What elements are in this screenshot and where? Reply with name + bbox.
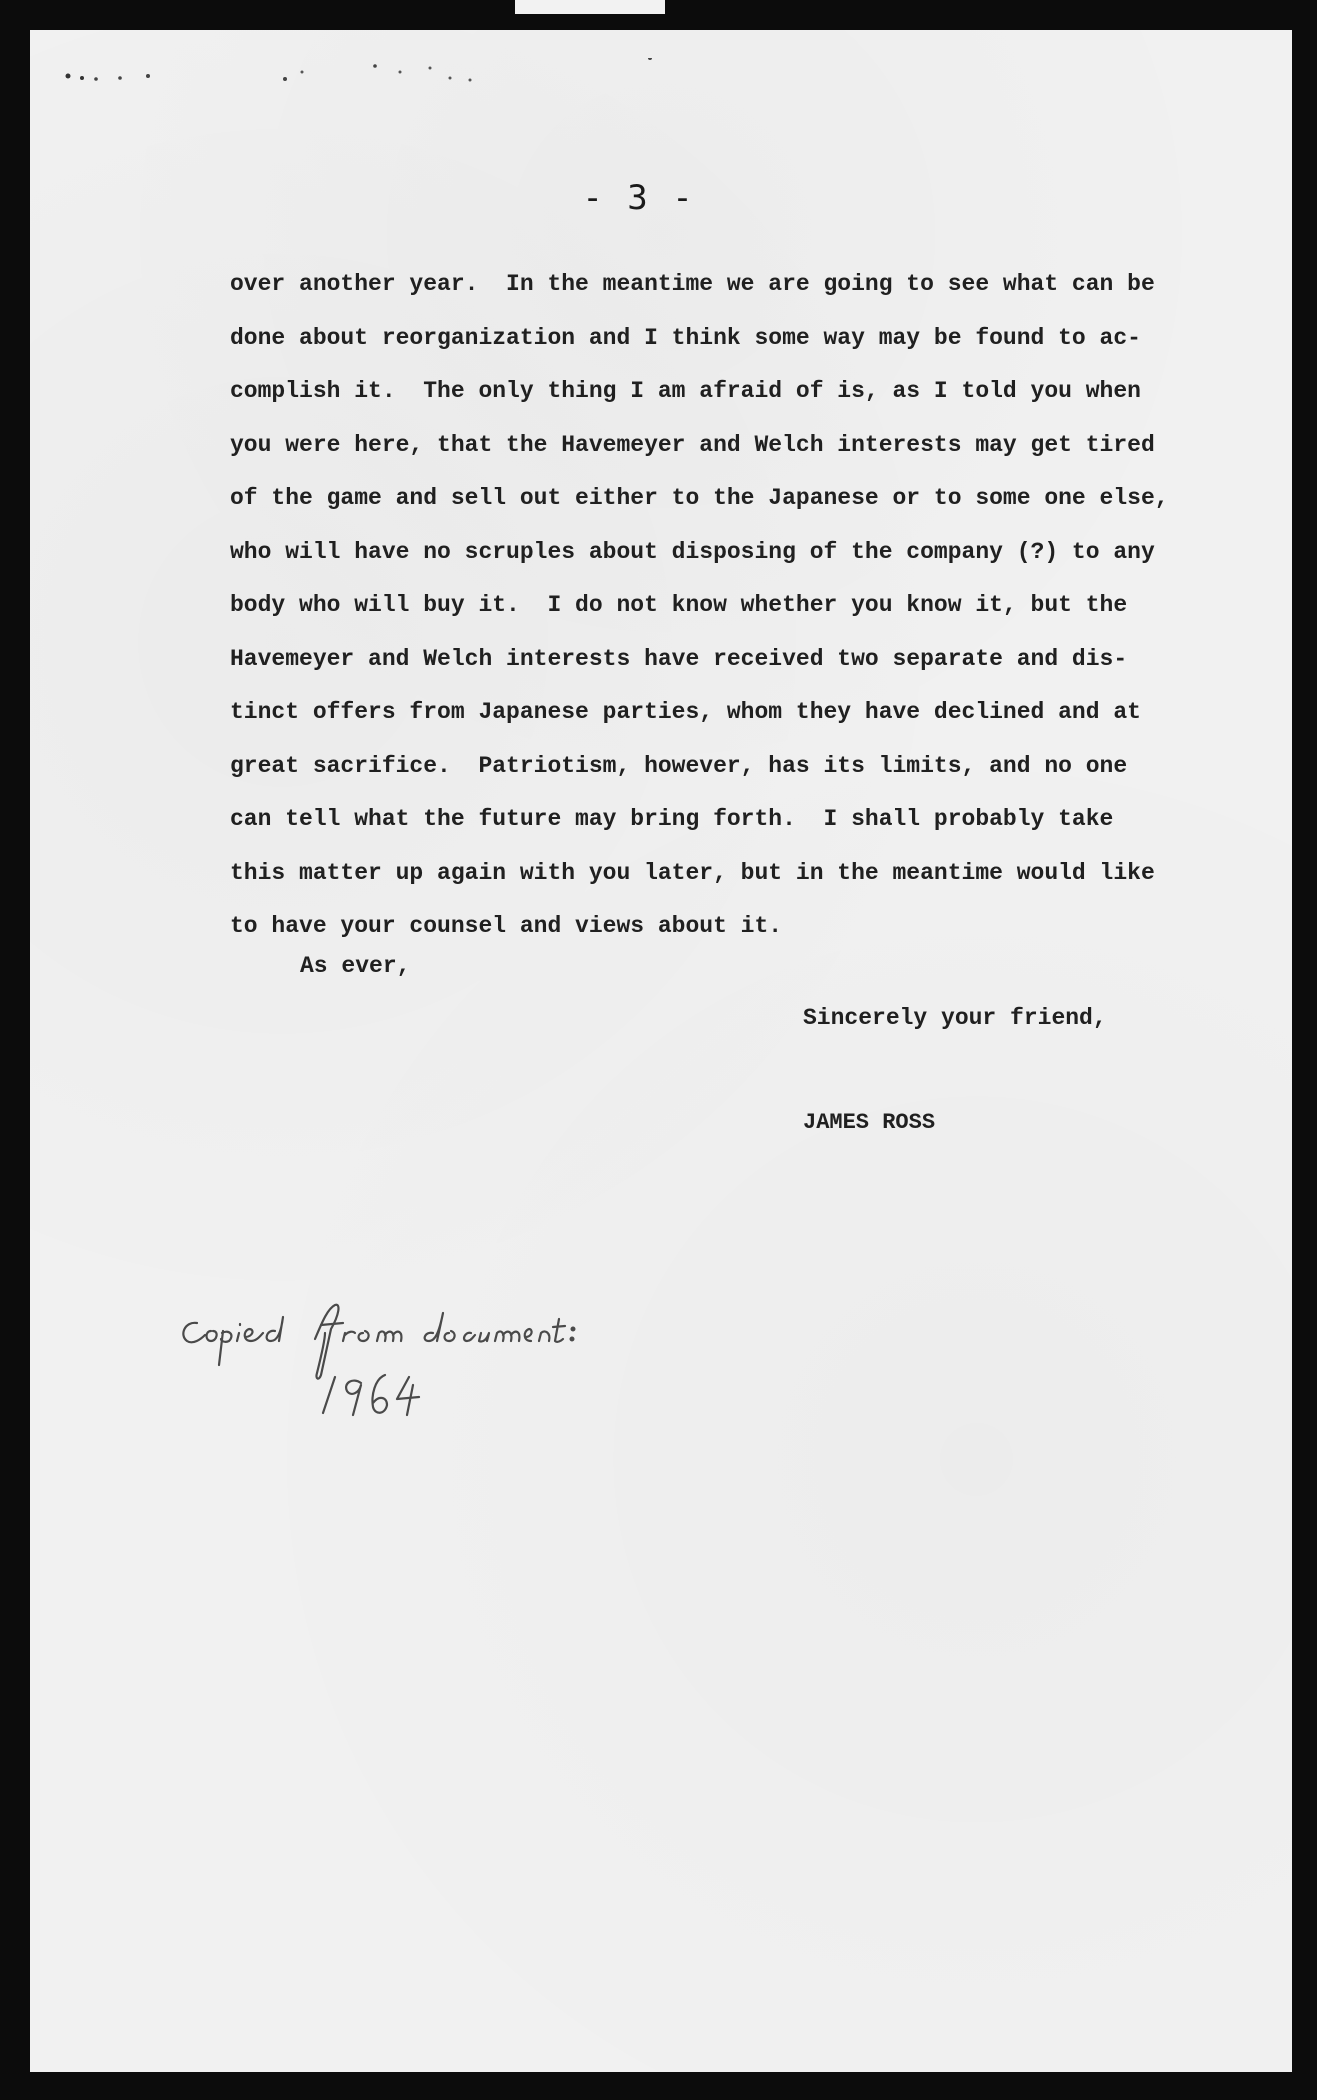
- body-line: of the game and sell out either to the Japanese or to some one else,: [230, 485, 1169, 511]
- body-line: this matter up again with you later, but in the meantime would like: [230, 859, 1155, 886]
- body-line: you were here, that the Havemeyer and Welch interests may get tired: [230, 431, 1155, 458]
- body-line: to have your counsel and views about it.: [230, 913, 783, 939]
- body-line: over another year. In the meantime we are going to see what can be: [230, 271, 1155, 297]
- page-number: - 3 -: [582, 178, 695, 218]
- scan-specks-decoration: [60, 58, 760, 88]
- body-line: body who will buy it. I do not know whether you know it, but the: [230, 592, 1128, 618]
- letter-valediction: Sincerely your friend,: [803, 1005, 1107, 1031]
- letter-body: [230, 258, 1169, 954]
- body-line: Havemeyer and Welch interests have received two separate and dis-: [230, 645, 1128, 672]
- signature-name: JAMES ROSS: [803, 1110, 936, 1135]
- body-line: who will have no scruples about disposing of the company (?) to any: [230, 538, 1155, 565]
- letter-closing: As ever,: [300, 953, 411, 979]
- body-line: tinct offers from Japanese parties, whom they have declined and at: [230, 699, 1141, 725]
- body-line: done about reorganization and I think some way may be found to ac-: [230, 324, 1141, 351]
- scan-top-tab: [515, 0, 665, 14]
- handwritten-note: [175, 1295, 595, 1425]
- body-line: can tell what the future may bring forth. I shall probably take: [230, 806, 1114, 832]
- body-line: great sacrifice. Patriotism, however, has its limits, and no one: [230, 752, 1128, 779]
- body-line: complish it. The only thing I am afraid of is, as I told you when: [230, 378, 1141, 404]
